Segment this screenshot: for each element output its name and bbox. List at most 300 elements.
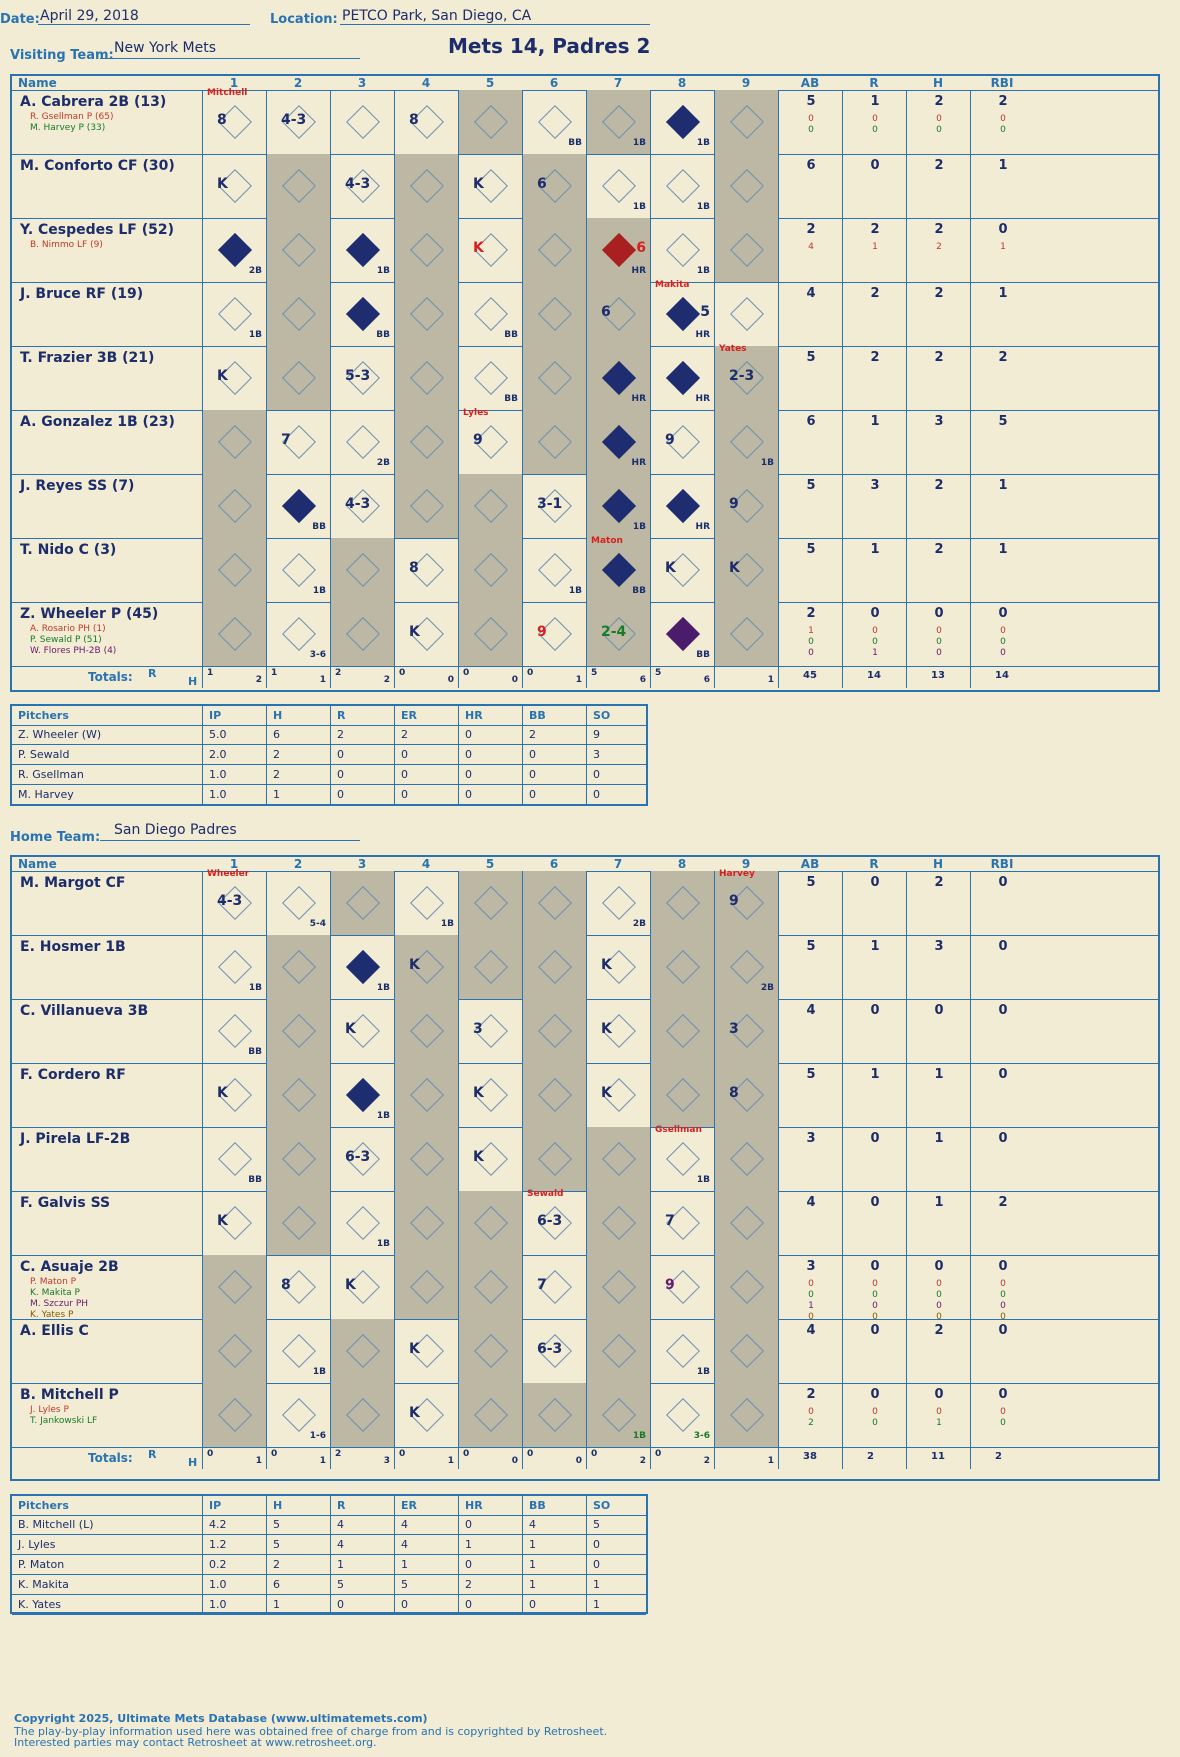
stat-cell [778,538,842,602]
inning-cell [522,474,586,538]
inning-total-runs: 0 [655,1449,662,1459]
substitute-stat: 0 [936,1279,942,1289]
batter-row [12,218,1158,283]
inning-cell [714,1191,778,1255]
pitcher-cell: IP [202,706,266,725]
inning-cell [714,602,778,666]
inning-header-8: 8 [677,857,687,871]
pitchers-header-row [12,1496,646,1516]
inning-total-cell [330,1447,394,1469]
pitcher-row [12,725,646,745]
stat-value: 1 [998,542,1008,557]
batter-row [12,1255,1158,1320]
inning-total-runs: 0 [399,668,406,678]
play-notation: 7 [537,1277,547,1293]
base-diamond [666,950,700,984]
inning-total-cell [458,1447,522,1469]
base-diamond [346,105,380,139]
base-diamond [218,297,252,331]
inning-cell [202,1383,266,1447]
pitcher-cell: B. Mitchell (L) [18,1518,94,1531]
base-diamond [602,361,636,395]
stat-value: 2 [998,1195,1008,1210]
pitcher-cell: 0 [458,1595,522,1614]
base-diamond [346,886,380,920]
inning-cell [266,1383,330,1447]
inning-cell [394,602,458,666]
pitcher-cell: 5 [586,1515,646,1534]
play-notation: 2B [760,983,774,993]
inning-cell [522,1383,586,1447]
inning-cell [266,1063,330,1127]
base-diamond [666,1398,700,1432]
stat-header-rbi: RBI [990,76,1014,90]
stat-value: 4 [806,1323,816,1338]
base-diamond [730,1206,764,1240]
base-diamond [602,105,636,139]
total-stat-cell [842,1447,906,1469]
play-notation: 1B [312,1367,326,1377]
play-notation: K [473,176,484,192]
inning-cell [650,1319,714,1383]
base-diamond [282,233,316,267]
inning-cell [458,1383,522,1447]
play-notation: 1B [632,1431,646,1441]
inning-total-cell [586,1447,650,1469]
substitute-name: M. Szczur PH [30,1299,89,1309]
substitute-stat: 1 [1000,242,1006,252]
pitcher-cell: 5.0 [202,725,266,744]
stat-value: 2 [934,542,944,557]
play-notation: K [217,1085,228,1101]
stat-cell [842,154,906,218]
play-notation: K [729,560,740,576]
inning-cell [458,602,522,666]
base-diamond [282,361,316,395]
inning-header-8: 8 [677,76,687,90]
play-notation: 9 [537,624,547,640]
play-notation: K [473,1085,484,1101]
base-diamond [218,1270,252,1304]
base-diamond [474,1206,508,1240]
total-stat-cell [970,1447,1034,1469]
inning-cell [458,346,522,410]
stat-cell [842,602,906,666]
play-notation: 3-6 [693,1431,710,1441]
batter-name: Y. Cespedes LF (52) [20,222,174,238]
batter-name: M. Conforto CF (30) [20,158,175,174]
inning-cell [394,346,458,410]
base-diamond [538,105,572,139]
pitcher-cell: 2 [266,765,330,784]
inning-cell [202,90,266,154]
inning-total-runs: 0 [527,668,534,678]
batter-name: C. Asuaje 2B [20,1259,119,1275]
stat-cell [970,999,1034,1063]
pitcher-cell: R [330,1496,394,1515]
pitcher-cell: 1.0 [202,785,266,804]
base-diamond [282,1398,316,1432]
pitcher-change-tag: Harvey [719,869,755,879]
play-notation: HR [695,394,710,404]
inning-cell [650,1383,714,1447]
visitor-pitchers-table [10,704,648,806]
play-notation: 3-1 [537,496,563,512]
pitcher-row [12,1555,646,1575]
stat-value: 2 [934,350,944,365]
stat-cell [906,410,970,474]
pitcher-cell: 1 [394,1555,458,1574]
stat-value: 3 [806,1259,816,1274]
stat-value: 2 [806,1387,816,1402]
pitcher-cell: 0 [586,1555,646,1574]
pitcher-cell: 1 [586,1595,646,1614]
play-notation: 9 [729,496,739,512]
substitute-name: B. Nimmo LF (9) [30,240,103,250]
stat-value: 2 [806,606,816,621]
pitcher-cell: 0 [586,765,646,784]
pitcher-cell: R [330,706,394,725]
batter-row [12,282,1158,347]
inning-total-runs: 0 [591,1449,598,1459]
base-diamond [474,297,508,331]
visiting-underline [100,58,360,59]
base-diamond [666,617,700,651]
base-diamond [474,105,508,139]
inning-total-hits: 6 [703,675,710,685]
pitcher-cell: 4 [330,1515,394,1534]
inning-total-hits: 1 [447,1456,454,1466]
stat-value: 0 [870,606,880,621]
pitcher-cell: H [266,1496,330,1515]
batter-row [12,410,1158,475]
base-diamond [730,1270,764,1304]
play-notation: 6-3 [537,1341,563,1357]
inning-cell [650,90,714,154]
stat-cell [842,935,906,999]
inning-total-runs: 5 [655,668,662,678]
base-diamond [282,489,316,523]
inning-cell [522,1127,586,1191]
pitcher-row [12,745,646,765]
pitcher-cell: 3 [586,745,646,764]
stat-cell [778,1383,842,1447]
base-diamond [282,297,316,331]
play-notation: 9 [473,432,483,448]
stat-cell [778,410,842,474]
play-notation: BB [504,330,518,340]
play-notation: BB [632,586,646,596]
base-diamond [538,361,572,395]
base-diamond [666,1334,700,1368]
inning-total-hits: 1 [255,1456,262,1466]
inning-header-1: 1 [229,76,239,90]
inning-cell [266,90,330,154]
stat-cell [906,154,970,218]
inning-cell [202,999,266,1063]
stat-cell [778,90,842,154]
base-diamond [538,1014,572,1048]
inning-cell [266,154,330,218]
home-scoresheet [10,855,1160,1481]
substitute-stat: 0 [1000,1312,1006,1322]
inning-cell [394,282,458,346]
inning-cell [522,282,586,346]
inning-header-3: 3 [357,857,367,871]
play-notation: HR [631,266,646,276]
inning-cell [394,999,458,1063]
inning-cell [330,218,394,282]
play-notation: 1B [696,1175,710,1185]
stat-cell [842,90,906,154]
inning-cell [330,1319,394,1383]
base-diamond [282,1014,316,1048]
inning-cell [266,871,330,935]
substitute-stat: 2 [936,242,942,252]
inning-cell [202,218,266,282]
pitcher-cell: J. Lyles [18,1538,56,1551]
inning-cell [330,538,394,602]
stat-cell [842,1127,906,1191]
stat-cell [842,999,906,1063]
stat-cell [970,1383,1034,1447]
batter-name: C. Villanueva 3B [20,1003,149,1019]
pitcher-row [12,765,646,785]
inning-total-hits: 3 [383,1456,390,1466]
stat-cell [906,90,970,154]
stat-cell [778,154,842,218]
substitute-stat: 0 [1000,125,1006,135]
pitcher-cell: 0 [458,725,522,744]
base-diamond [730,617,764,651]
stat-cell [778,1255,842,1322]
inning-cell [330,602,394,666]
inning-cell [714,474,778,538]
stat-value: 0 [998,1259,1008,1274]
stat-value: 1 [934,1131,944,1146]
substitute-stat: 0 [872,1301,878,1311]
substitute-stat: 0 [936,1290,942,1300]
totals-label: Totals: [88,670,133,684]
substitute-stat: 0 [808,648,814,658]
base-diamond [538,1078,572,1112]
visiting-team-name: New York Mets [114,40,217,56]
substitute-name: P. Maton P [30,1277,77,1287]
inning-cell [394,154,458,218]
base-diamond [602,489,636,523]
base-diamond [346,297,380,331]
total-stat-value: 2 [995,1451,1002,1462]
stat-cell [906,1383,970,1447]
inning-cell [458,871,522,935]
base-diamond [538,1398,572,1432]
play-notation: K [601,1021,612,1037]
pitcher-change-tag: Lyles [463,408,489,418]
play-notation: 1-6 [309,1431,326,1441]
batter-name: Z. Wheeler P (45) [20,606,159,622]
base-diamond [218,1398,252,1432]
base-diamond [474,1334,508,1368]
substitute-name: A. Rosario PH (1) [30,624,106,634]
inning-header-2: 2 [293,76,303,90]
stat-value: 2 [806,222,816,237]
stat-cell [970,218,1034,282]
stat-value: 5 [806,1067,816,1082]
inning-cell [714,1127,778,1191]
inning-cell [394,871,458,935]
substitute-name: M. Harvey P (33) [30,123,106,133]
inning-cell [202,602,266,666]
play-notation: 4-3 [217,893,243,909]
inning-total-runs: 0 [527,1449,534,1459]
substitute-name: T. Jankowski LF [30,1416,98,1426]
stat-cell [778,282,842,346]
inning-cell [522,1255,586,1319]
inning-cell [714,410,778,474]
substitute-stat: 0 [808,125,814,135]
inning-cell [650,1127,714,1191]
inning-cell [330,154,394,218]
inning-total-hits: 1 [767,675,774,685]
inning-cell [522,1063,586,1127]
batter-row [12,999,1158,1064]
stat-value: 0 [870,1131,880,1146]
base-diamond [538,1142,572,1176]
base-diamond [602,425,636,459]
substitute-stat: 0 [1000,1279,1006,1289]
footer-contact: Interested parties may contact Retrosheet at www.retrosheet.org. [14,1736,377,1749]
stat-value: 1 [870,414,880,429]
inning-cell [330,346,394,410]
pitcher-cell: 2 [458,1575,522,1594]
play-notation: 8 [409,560,419,576]
stat-value: 5 [806,939,816,954]
base-diamond [474,489,508,523]
inning-total-cell [522,666,586,688]
substitute-stat: 0 [936,1301,942,1311]
play-notation: 7 [281,432,291,448]
base-diamond [730,233,764,267]
stat-value: 5 [806,875,816,890]
play-notation: BB [248,1175,262,1185]
totals-h-label: H [188,675,198,688]
play-notation: 3 [473,1021,483,1037]
stat-cell [906,1063,970,1127]
substitute-stat: 0 [872,637,878,647]
stat-value: 0 [870,1259,880,1274]
inning-total-hits: 0 [511,1456,518,1466]
play-notation: BB [568,138,582,148]
play-notation: 7 [665,1213,675,1229]
inning-cell [266,218,330,282]
pitcher-cell: 4 [394,1515,458,1534]
stat-cell [906,218,970,282]
inning-cell [266,1127,330,1191]
pitcher-cell: H [266,706,330,725]
total-stat-value: 38 [803,1451,817,1462]
play-notation: K [217,368,228,384]
stat-value: 6 [806,414,816,429]
play-notation: 1B [568,586,582,596]
inning-cell [394,1255,458,1319]
pitcher-cell: 4.2 [202,1515,266,1534]
base-diamond [730,1334,764,1368]
base-diamond [346,553,380,587]
stat-cell [906,474,970,538]
stat-value: 1 [870,94,880,109]
inning-cell [458,90,522,154]
stat-header-ab: AB [800,76,820,90]
stat-header-r: R [869,857,879,871]
play-notation: 6 [636,240,646,256]
base-diamond [666,1078,700,1112]
inning-cell [330,935,394,999]
play-notation: 1B [696,1367,710,1377]
stat-header-h: H [932,76,944,90]
base-diamond [346,617,380,651]
inning-cell [586,90,650,154]
pitcher-row [12,1575,646,1595]
stat-cell [842,538,906,602]
stat-header-h: H [932,857,944,871]
play-notation: 9 [665,1277,675,1293]
substitute-stat: 0 [808,1312,814,1322]
stat-value: 0 [998,1387,1008,1402]
play-notation: 2-4 [601,624,627,640]
footer-credit: The play-by-play information used here was obtained free of charge from and is copyrighted by Retrosheet. [14,1725,608,1738]
batter-name: E. Hosmer 1B [20,939,126,955]
batter-row [12,346,1158,411]
play-notation: 8 [281,1277,291,1293]
inning-cell [522,1319,586,1383]
stat-value: 2 [870,286,880,301]
play-notation: 6-3 [537,1213,563,1229]
stat-value: 5 [806,542,816,557]
substitute-stat: 0 [1000,114,1006,124]
sheet-header [12,76,1158,91]
base-diamond [538,297,572,331]
stat-value: 0 [998,606,1008,621]
inning-cell [586,871,650,935]
stat-cell [842,410,906,474]
stat-cell [842,1383,906,1447]
pitcher-cell: 0 [394,785,458,804]
pitcher-change-tag: Sewald [527,1189,564,1199]
stat-cell [970,935,1034,999]
pitcher-cell: 4 [330,1535,394,1554]
substitute-stat: 0 [1000,637,1006,647]
substitute-name: W. Flores PH-2B (4) [30,646,117,656]
stat-value: 2 [870,350,880,365]
base-diamond [474,950,508,984]
pitcher-cell: 0 [522,765,586,784]
base-diamond [730,425,764,459]
inning-cell [394,1319,458,1383]
batter-name: J. Reyes SS (7) [20,478,135,494]
stat-value: 1 [870,542,880,557]
inning-total-hits: 2 [383,675,390,685]
inning-cell [266,1255,330,1319]
pitcher-cell: 0 [330,1595,394,1614]
batter-name: A. Cabrera 2B (13) [20,94,167,110]
stat-value: 0 [998,1131,1008,1146]
stat-value: 0 [998,939,1008,954]
inning-cell [522,538,586,602]
base-diamond [218,950,252,984]
date-label: Date: [0,12,40,27]
play-notation: 1B [376,983,390,993]
pitcher-cell: 0 [522,785,586,804]
